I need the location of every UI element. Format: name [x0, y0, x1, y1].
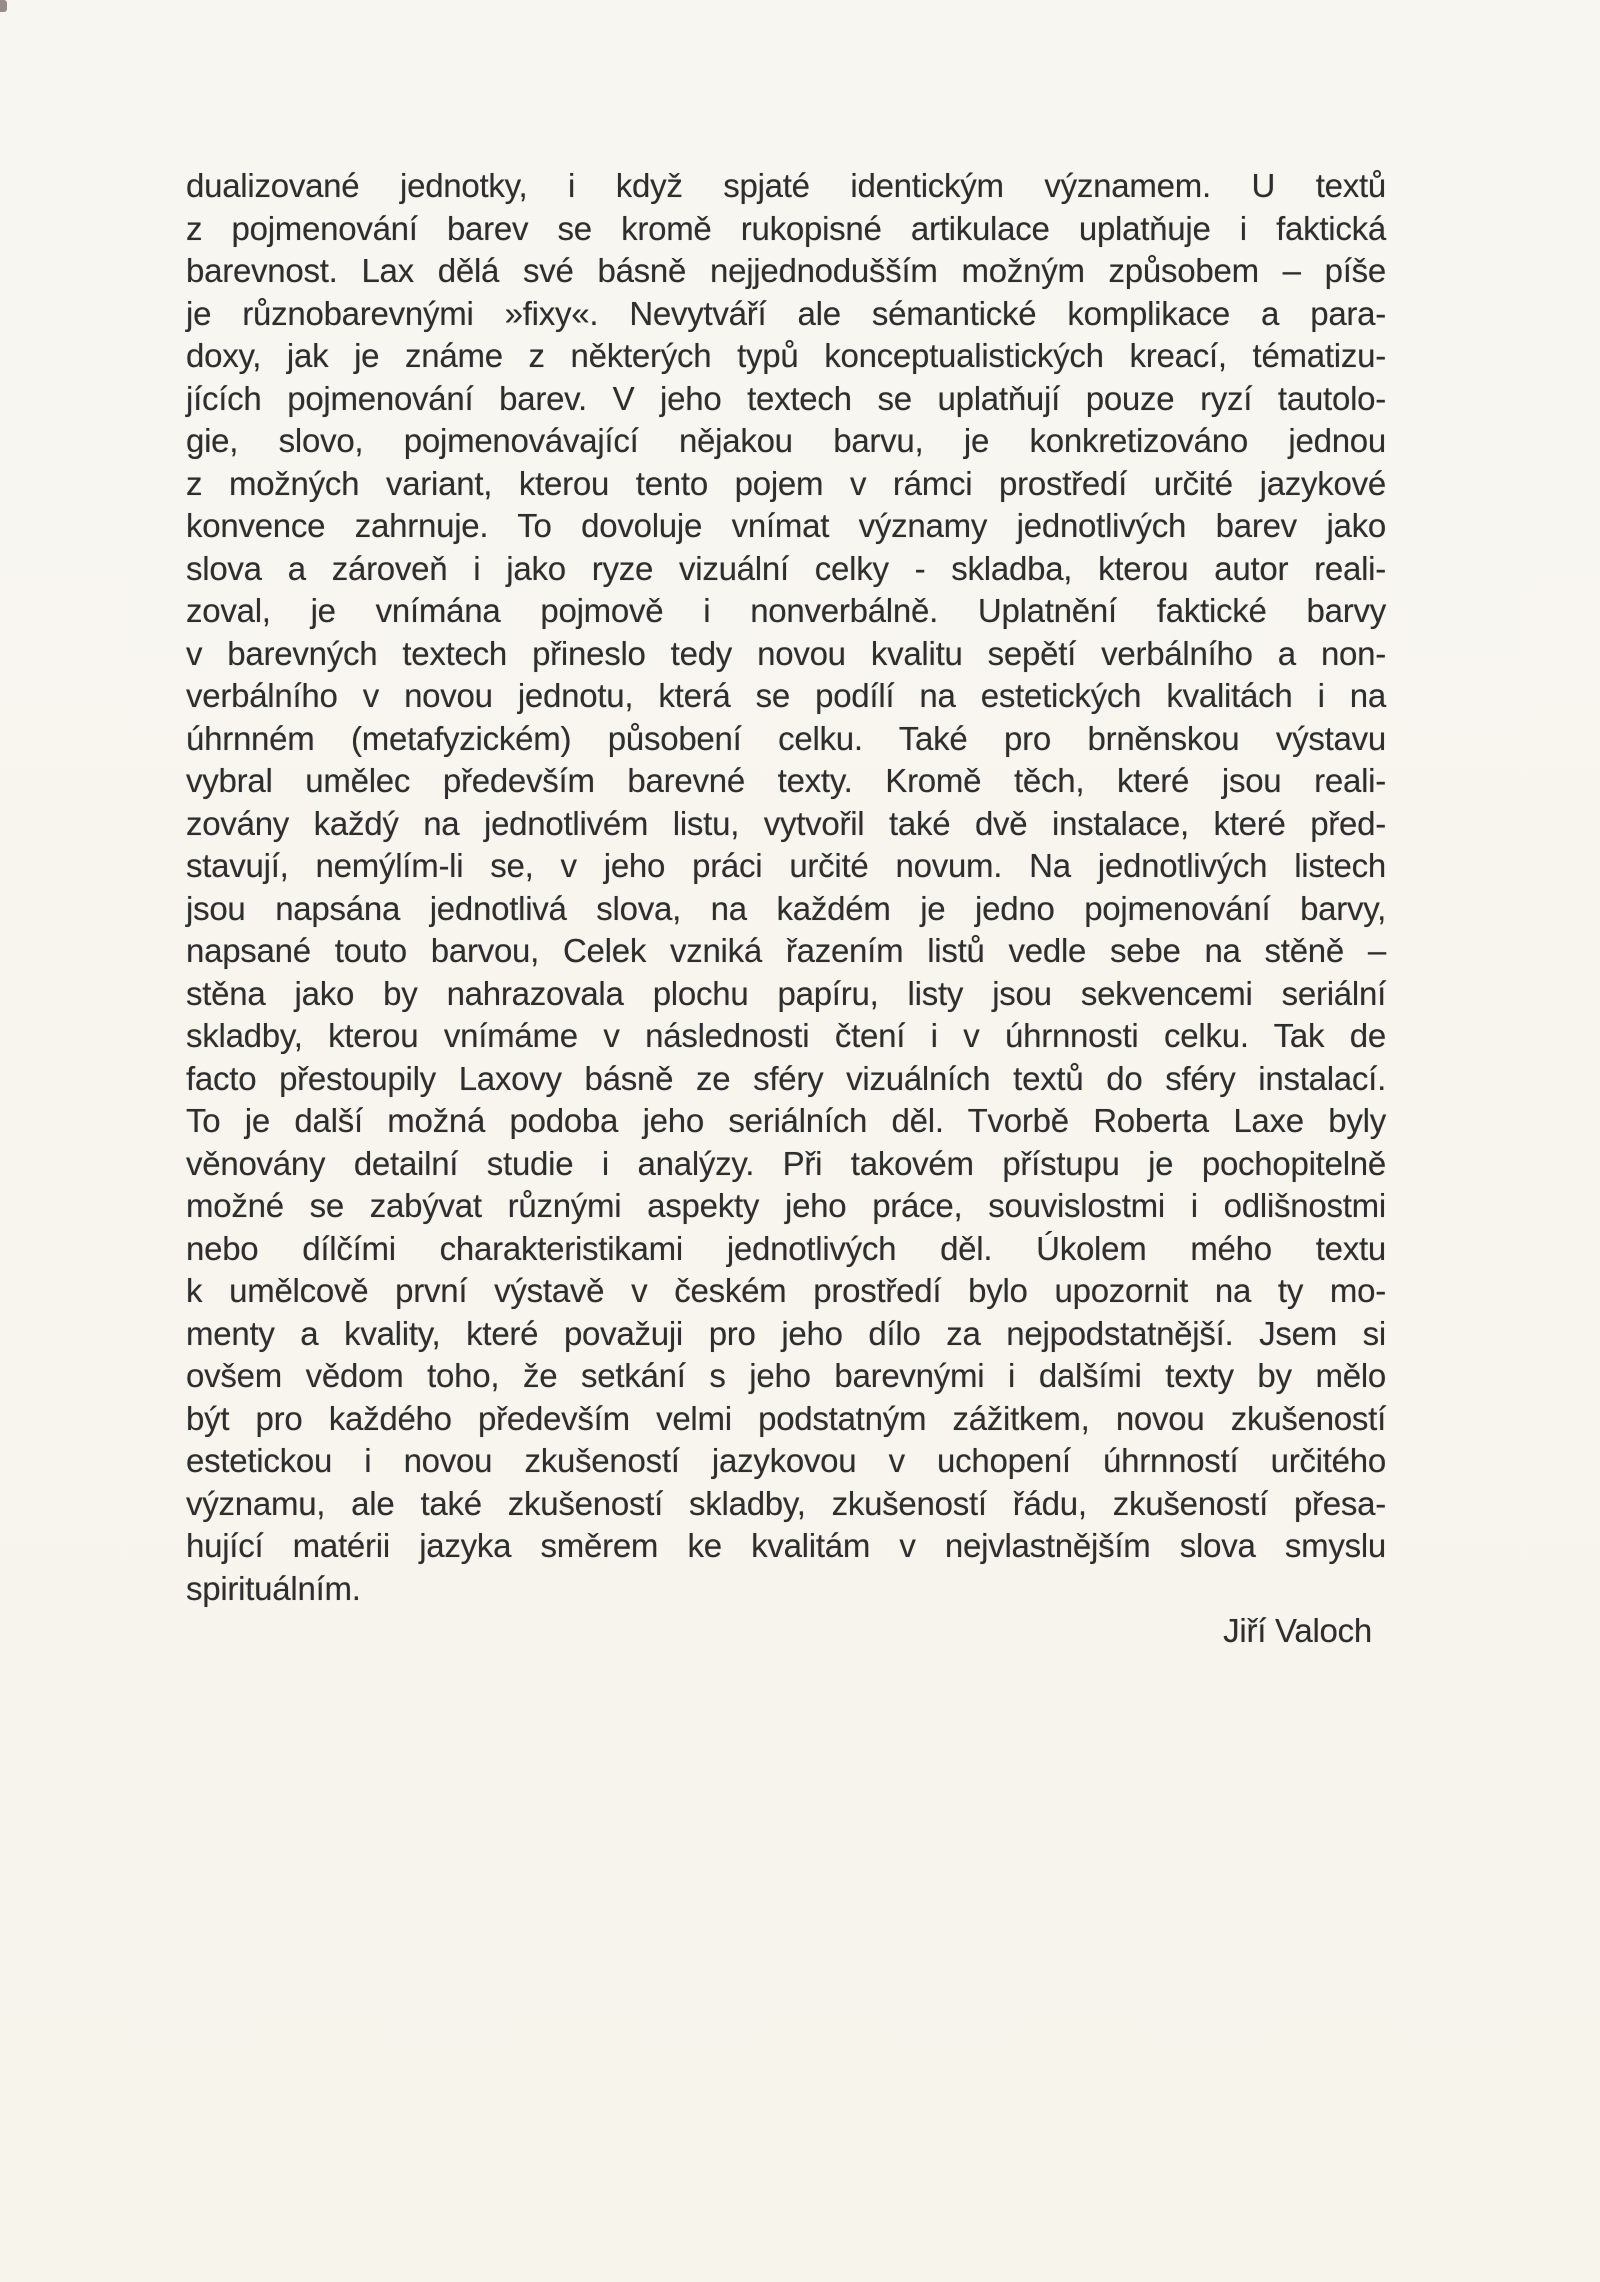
text-line: gie, slovo, pojmenovávající nějakou barvu, je konkretizováno jednou [186, 422, 1386, 459]
scan-artifact-speck [0, 0, 7, 12]
text-line: jících pojmenování barev. V jeho textech se uplatňují pouze ryzí tautolo- [186, 379, 1386, 417]
text-line: estetickou i novou zkušeností jazykovou v uchopení úhrnností určitého [186, 1442, 1386, 1479]
text-line: stěna jako by nahrazovala plochu papíru, listy jsou sekvencemi seriální [186, 974, 1386, 1012]
text-line: konvence zahrnuje. To dovoluje vnímat významy jednotlivých barev jako [186, 507, 1386, 544]
text-line: vybral umělec především barevné texty. Kromě těch, které jsou reali- [186, 762, 1386, 799]
text-line: stavují, nemýlím-li se, v jeho práci určité novum. Na jednotlivých listech [186, 847, 1386, 884]
text-line: barevnost. Lax dělá své básně nejjednodušším možným způsobem – píše [186, 252, 1386, 289]
text-line: napsané touto barvou, Celek vzniká řazením listů vedle sebe na stěně – [186, 932, 1386, 969]
text-line: významu, ale také zkušeností skladby, zkušeností řádu, zkušeností přesa- [186, 1484, 1386, 1522]
text-line: doxy, jak je známe z některých typů konceptualistických kreací, tématizu- [186, 337, 1386, 374]
signature: Jiří Valoch [1223, 1612, 1372, 1649]
text-line: jsou napsána jednotlivá slova, na každém je jedno pojmenování barvy, [186, 889, 1386, 927]
text-line: ovšem vědom toho, že setkání s jeho barevnými i dalšími texty by mělo [186, 1357, 1386, 1394]
text-line: nebo dílčími charakteristikami jednotlivých děl. Úkolem mého textu [186, 1229, 1386, 1267]
text-line: zoval, je vnímána pojmově i nonverbálně. Uplatnění faktické barvy [186, 592, 1386, 629]
text-line: To je další možná podoba jeho seriálních děl. Tvorbě Roberta Laxe byly [186, 1102, 1386, 1139]
text-line: z možných variant, kterou tento pojem v rámci prostředí určité jazykové [186, 464, 1386, 502]
text-line: verbálního v novou jednotu, která se podílí na estetických kvalitách i na [186, 677, 1386, 714]
text-line: slova a zároveň i jako ryze vizuální celky - skladba, kterou autor reali- [186, 549, 1386, 587]
text-line: je různobarevnými »fixy«. Nevytváří ale sémantické komplikace a para- [186, 294, 1386, 332]
text-line: dualizované jednotky, i když spjaté identickým významem. U textů [186, 167, 1386, 204]
text-line: z pojmenování barev se kromě rukopisné artikulace uplatňuje i faktická [186, 209, 1386, 247]
text-line: facto přestoupily Laxovy básně ze sféry vizuálních textů do sféry instalací. [186, 1059, 1386, 1097]
text-line: k umělcově první výstavě v českém prostředí bylo upozornit na ty mo- [186, 1272, 1386, 1309]
text-line: spirituálním. [186, 1569, 361, 1607]
text-line: úhrnném (metafyzickém) působení celku. Také pro brněnskou výstavu [186, 719, 1386, 757]
text-line: v barevných textech přineslo tedy novou kvalitu sepětí verbálního a non- [186, 634, 1386, 672]
body-text [186, 165, 1386, 1653]
text-line: možné se zabývat různými aspekty jeho práce, souvislostmi i odlišnostmi [186, 1187, 1386, 1224]
text-line: skladby, kterou vnímáme v následnosti čtení i v úhrnnosti celku. Tak de [186, 1017, 1386, 1054]
text-line: hující matérii jazyka směrem ke kvalitám v nejvlastnějším slova smyslu [186, 1527, 1386, 1564]
text-line: věnovány detailní studie i analýzy. Při takovém přístupu je pochopitelně [186, 1144, 1386, 1182]
text-line: zovány každý na jednotlivém listu, vytvořil také dvě instalace, které před- [186, 804, 1386, 842]
text-line: být pro každého především velmi podstatným zážitkem, novou zkušeností [186, 1399, 1386, 1437]
text-line: menty a kvality, které považuji pro jeho dílo za nejpodstatnější. Jsem si [186, 1314, 1386, 1352]
